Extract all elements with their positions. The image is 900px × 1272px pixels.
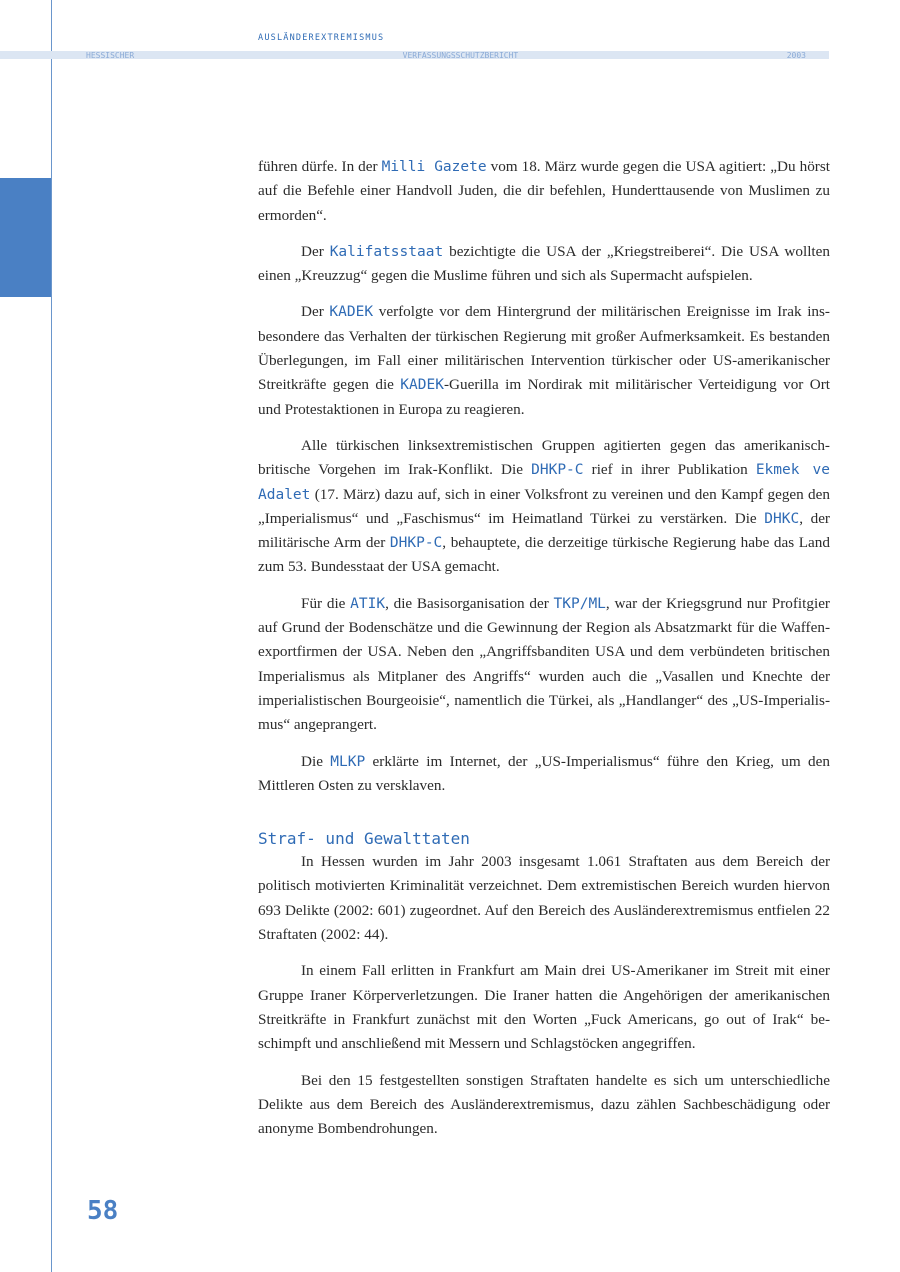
section-heading: Straf- und Gewalttaten [258, 829, 470, 849]
page-number: 58 [87, 1196, 119, 1226]
section-paragraph: In einem Fall erlitten in Frankfurt am Main drei US-Amerikaner im Streit mit einer Gruppe Iraner Körperverletzungen. Die Iraner hatten die Angehörigen der amerikanischen Streitkräfte in Frankfurt zunächst mit den Worten „Fuck Americans, go out of Irak“ beschimpft und anschließend mit Messern und Schlagstöcken angegriffen. [258, 962, 830, 1053]
header-word-3: 2003 [786, 51, 806, 60]
section-paragraph: In Hessen wurden im Jahr 2003 insgesamt 1.061 Straftaten aus dem Bereich der politisch motivierten Kriminalität verzeichnet. Dem extremistischen Bereich wurden hiervon 693 Delikte (2002: 601) zugeordnet. Auf den Bereich des Ausländerextremismus entfielen 22 Straftaten (2002: 44). [258, 853, 830, 944]
paragraph: Der Kalifatsstaat bezichtigte die USA der „Kriegstreiberei“. Die USA wollten einen „Kreuzzug“ gegen die Muslime führen und sich als Supermacht aufspielen. [258, 242, 830, 285]
section-tag: AUSLÄNDEREXTREMISMUS [258, 33, 385, 43]
paragraph: führen dürfe. In der Milli Gazete vom 18. März wurde gegen die USA agitiert: „Du hörst auf die Befehle einer Handvoll Juden, die dir befehlen, Hunderttausende von Muslimen zu ermorden“. [258, 158, 830, 224]
organization-name: ATIK [350, 595, 386, 612]
organization-name: Kalifatsstaat [329, 243, 444, 260]
margin-rule [51, 0, 52, 1272]
organization-name: MLKP [330, 753, 366, 770]
paragraph: Der KADEK verfolgte vor dem Hintergrund der militärischen Ereignisse im Irak insbesondere das Verhalten der türkischen Regierung mit großer Aufmerksamkeit. Es bestanden Überlegungen, im Fall einer militärischen Intervention türkischer oder US-amerikanischer Streitkräfte gegen die KADEK-Guerilla im Nordirak mit militärischer Verteidigung vor Ort und Protestaktionen in Europa zu reagieren. [258, 303, 830, 418]
organization-name: KADEK [400, 377, 444, 394]
header-word-1: HESSISCHER [86, 51, 135, 60]
organization-name: DHKC [764, 510, 800, 527]
paragraph: Für die ATIK, die Basisorganisation der TKP/ML, war der Kriegsgrund nur Profitgier auf Grund der Bodenschätze und die Gewinnung der Region als Absatzmarkt für die Waffen-exportfirmen der USA. Neben den „Angriffsbanditen USA und dem verbündeten britischen Imperialismus als Mitplaner des Angriffs“ wurden auch die „Vasallen und Knechte der imperialistischen Bourgeoisie“, namentlich die Türkei, als „Handlanger“ des „US-Imperialis-mus“ angeprangert. [258, 594, 830, 734]
paragraph: Die MLKP erklärte im Internet, der „US-Imperialismus“ führe den Krieg, um den Mittleren Osten zu versklaven. [258, 752, 830, 794]
running-header [86, 51, 806, 61]
main-content [258, 155, 830, 1153]
header-word-2: VERFASSUNGSSCHUTZBERICHT [402, 51, 519, 60]
paragraph: Alle türkischen linksextremistischen Gruppen agitierten gegen das amerikanisch-britische Vorgehen im Irak-Konflikt. Die DHKP-C rief in ihrer Publikation Ekmek ve Adalet (17. März) dazu auf, sich in einer Volksfront zu vereinen und den Kampf gegen den „Imperialismus“ und „Faschismus“ im Heimatland Türkei zu verstärken. Die DHKC, der militärische Arm der DHKP-C, behauptete, die derzeitige türkische Regierung habe das Land zum 53. Bundesstaat der USA gemacht. [258, 436, 831, 576]
section-paragraph: Bei den 15 festgestellten sonstigen Straftaten handelte es sich um unterschiedliche Delikte aus dem Bereich des Ausländerextremismus, dazu zählen Sachbeschädigung oder anonyme Bombendrohungen. [258, 1071, 830, 1138]
organization-name: DHKP-C [389, 535, 443, 552]
organization-name: Ekmek ve Adalet [258, 462, 831, 503]
organization-name: Milli Gazete [381, 159, 487, 175]
organization-name: TKP/ML [553, 595, 606, 612]
organization-name: KADEK [329, 304, 374, 321]
side-tab-marker [0, 178, 51, 297]
organization-name: DHKP-C [531, 462, 584, 479]
